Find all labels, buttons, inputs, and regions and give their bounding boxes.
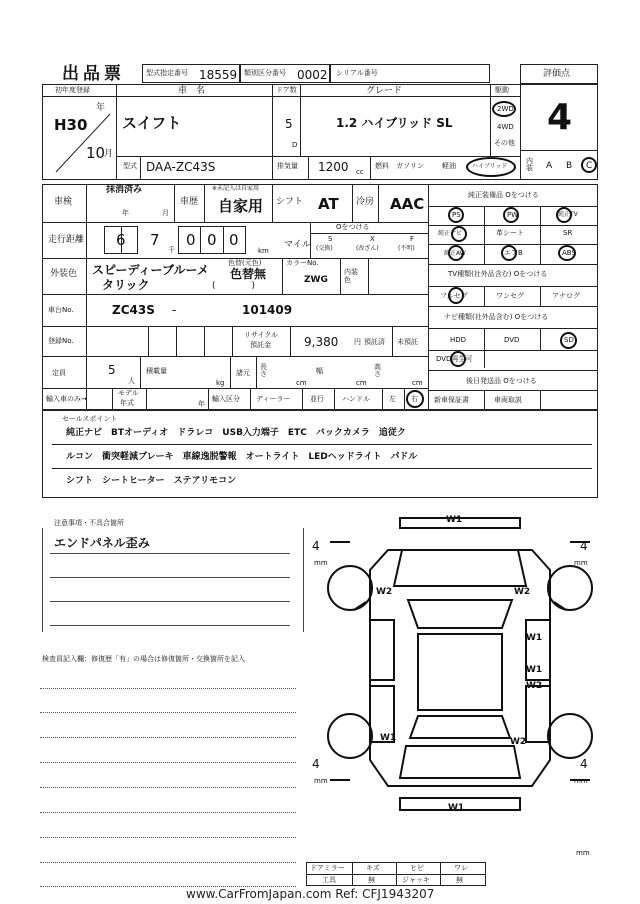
inspection-month-label: 月 xyxy=(162,209,169,217)
exterior-color-value-1: スピーディーブルーメ xyxy=(92,263,209,277)
chassis-number: 101409 xyxy=(242,303,293,317)
later-warranty: 新車保証書 xyxy=(434,396,469,404)
handle-label: ハンドル xyxy=(342,395,370,403)
grade-value: 1.2 ハイブリッド SL xyxy=(336,116,453,130)
handle-right: 右 xyxy=(411,395,418,403)
inspector-label: 検査員記入欄：修復歴「有」の場合は修復箇所・交換箇所を記入 xyxy=(42,655,245,663)
recycle-unit: 円 xyxy=(354,338,361,346)
chassis-dash: - xyxy=(172,303,177,317)
tv-oneseg: ワンセグ xyxy=(496,292,524,300)
equip-pw-circle xyxy=(503,207,519,223)
form-title: 出品票 xyxy=(62,64,125,84)
unknown-top: F xyxy=(410,235,415,243)
tread-front-left-mm: mm xyxy=(314,559,328,567)
model-designation-value: 18559 xyxy=(199,68,238,82)
equip-abs: ABS xyxy=(562,249,576,257)
model-designation-box xyxy=(142,64,240,83)
cc-unit: cc xyxy=(356,168,364,176)
load-label: 積載量 xyxy=(146,367,167,375)
km-unit: km xyxy=(258,247,269,255)
tv-fullseg-circle xyxy=(448,287,464,304)
first-reg-label: 初年度登録 xyxy=(55,86,90,94)
circle-note: Oをつける xyxy=(336,223,370,231)
tampered-top: X xyxy=(370,235,375,243)
legend-cell-1: 無 xyxy=(368,876,375,884)
length-cm: cm xyxy=(296,379,307,387)
legend-header-3: ワレ xyxy=(454,864,468,872)
date-slash xyxy=(52,110,112,176)
color-no-value: ZWG xyxy=(304,275,328,285)
navi-sd-circle xyxy=(560,332,577,349)
handle-right-circle xyxy=(406,390,424,408)
equip-abs-circle xyxy=(558,245,576,261)
unknown-bottom: (不明) xyxy=(398,245,415,252)
category-box xyxy=(240,64,330,83)
exchange-bottom: (交換) xyxy=(316,245,333,252)
category-label: 類別区分番号 xyxy=(244,69,286,77)
sales-points-line-1: 純正ナビ BTオーディオ ドラレコ USB入力端子 ETC バックカメラ 追従ク xyxy=(66,428,406,438)
capacity-value: 5 xyxy=(108,363,116,377)
later-manual: 車両取説 xyxy=(494,396,522,404)
later-title: 後日発送品 Oをつける xyxy=(466,377,537,385)
fuel-hybrid: ハイブリッド xyxy=(472,163,508,170)
history-note: ※未記入は自家用 xyxy=(212,185,260,192)
import-class-label: 輸入区分 xyxy=(212,395,240,403)
history-value: 自家用 xyxy=(218,197,264,215)
interior-grade-c: C xyxy=(586,161,593,171)
fuel-diesel: 軽油 xyxy=(442,162,456,170)
mileage-digit-5: 0 xyxy=(229,231,239,249)
serial-label: シリアル番号 xyxy=(336,69,378,77)
drive-label: 駆動 xyxy=(495,86,509,94)
notes-label: 注意事項・不具合箇所 xyxy=(54,519,124,527)
tread-front-left: 4 xyxy=(312,539,320,553)
car-name-value: スイフト xyxy=(122,114,182,132)
recycle-unpaid: 未預託 xyxy=(397,338,418,346)
navi-dvd: DVD xyxy=(504,336,520,344)
equipment-title: 純正装備品 Oをつける xyxy=(468,191,539,199)
dvd-playback: DVD再生可 xyxy=(436,355,473,363)
doors-label: ドア数 xyxy=(276,86,297,94)
mark-front-bumper: W1 xyxy=(446,515,463,525)
fuel-gasoline: ガソリン xyxy=(396,162,424,170)
equip-navi-circle xyxy=(451,226,467,242)
tv-analog: アナログ xyxy=(552,292,580,300)
drive-2wd: 2WD xyxy=(497,105,514,113)
width-cm: cm xyxy=(356,379,367,387)
mile-label: マイル xyxy=(284,240,311,250)
grade-label: グレード xyxy=(366,86,403,96)
shift-value: AT xyxy=(318,195,339,213)
equip-aw-circle xyxy=(448,245,464,261)
load-kg: kg xyxy=(216,379,225,387)
equip-ps: PS xyxy=(452,211,461,219)
equip-ps-circle xyxy=(448,207,464,223)
first-reg-year: H30 xyxy=(54,116,88,134)
sales-points-line-2: ルコン 衝突軽減ブレーキ 車線逸脱警報 オートライト LEDヘッドライト パドル xyxy=(66,452,418,462)
ac-value: AAC xyxy=(390,195,425,213)
height-cm: cm xyxy=(412,379,423,387)
exterior-color-label: 外装色 xyxy=(50,269,78,279)
mark-right-rear: W2 xyxy=(510,737,527,747)
tv-fullseg: フルセグ xyxy=(440,292,468,300)
chassis-prefix: ZC43S xyxy=(112,303,155,317)
tread-rear-right-mm: mm xyxy=(574,777,588,785)
mileage-digit-1: 6 xyxy=(116,231,126,249)
drive-other: その他 xyxy=(494,139,515,147)
type-label: 型式 xyxy=(123,162,137,170)
recycle-paid: 預託済 xyxy=(364,338,385,346)
mark-right-door-1: W1 xyxy=(526,633,543,643)
repaint-paren: ( ) xyxy=(212,281,256,291)
fuel-label: 燃料 xyxy=(375,162,389,170)
month-suffix: 月 xyxy=(104,149,114,159)
height-label: 高さ xyxy=(374,363,381,378)
inspection-year-label: 年 xyxy=(122,209,129,217)
displacement-value: 1200 xyxy=(318,160,349,174)
reg-label: 登録No. xyxy=(48,337,74,345)
mark-left-rear: W1 xyxy=(380,733,397,743)
interior-grade-b: B xyxy=(566,161,573,171)
shift-label: シフト xyxy=(276,197,304,207)
import-parallel: 並行 xyxy=(310,395,324,403)
model-year-label-2: 年式 xyxy=(120,399,134,407)
tread-rear-left-mm: mm xyxy=(314,777,328,785)
capacity-unit: 人 xyxy=(128,377,135,385)
equip-leather: 革シート xyxy=(496,229,524,237)
interior-color-label: 内装色 xyxy=(344,268,358,285)
type-value: DAA-ZC43S xyxy=(146,160,216,174)
equip-sr: SR xyxy=(563,229,573,237)
equip-airbag: エアB xyxy=(504,249,523,257)
legend-cell-3: 無 xyxy=(456,876,463,884)
inspection-label: 車検 xyxy=(54,197,73,207)
inspection-value: 抹消済み xyxy=(106,185,143,195)
legend-header-2: ヒビ xyxy=(410,864,424,872)
car-name-label: 車 名 xyxy=(178,86,206,96)
tread-rear-right: 4 xyxy=(580,757,588,771)
import-year-suffix: 年 xyxy=(198,400,205,408)
mileage-label: 走行距離 xyxy=(48,235,85,245)
sales-points-label: セールスポイント xyxy=(62,415,118,423)
dims-label: 諸元 xyxy=(236,369,250,377)
import-dealer: ディーラー xyxy=(256,395,291,403)
watermark: www.CarFromJapan.com Ref: CFJ1943207 xyxy=(186,887,435,901)
first-reg-month: 10 xyxy=(86,144,106,162)
tread-front-right-mm: mm xyxy=(574,559,588,567)
year-suffix: 年 xyxy=(96,103,106,113)
interior-selected-circle xyxy=(581,157,597,173)
handle-left: 左 xyxy=(389,395,396,403)
tread-rear-left: 4 xyxy=(312,757,320,771)
tv-title: TV種類(社外品含む) Oをつける xyxy=(448,270,548,278)
repaint-value: 色替無 xyxy=(230,267,267,281)
interior-grade-label: 内装 xyxy=(526,157,533,172)
import-label: 輸入車のみ→ xyxy=(46,395,87,403)
navi-sd: SD xyxy=(564,336,574,344)
equip-pw: PW xyxy=(507,211,519,219)
width-label: 幅 xyxy=(316,367,323,375)
legend-cell-2: ジャッキ xyxy=(402,876,430,884)
mark-right-front: W2 xyxy=(514,587,531,597)
doors-value: 5 xyxy=(285,117,293,131)
rating-header xyxy=(520,64,598,84)
mark-right-door-2: W1 xyxy=(526,665,543,675)
equip-navi: 純正ナビ xyxy=(438,230,463,237)
mark-right-door-3: W2 xyxy=(526,681,543,691)
serial-box xyxy=(330,64,490,83)
interior-grade-a: A xyxy=(546,161,553,171)
legend-cell-0: 工具 xyxy=(322,876,336,884)
displacement-label: 排気量 xyxy=(277,162,298,170)
notes-line-1: エンドパネル歪み xyxy=(54,536,150,550)
tampered-bottom: (改ざん) xyxy=(356,245,379,252)
ac-label: 冷房 xyxy=(356,197,375,207)
mark-left-front: W2 xyxy=(376,587,393,597)
tread-front-right: 4 xyxy=(580,539,588,553)
chassis-label: 車台No. xyxy=(48,306,74,314)
dvd-playback-circle xyxy=(450,351,466,367)
spare-mm: mm xyxy=(576,849,590,857)
legend-header-0: ドアミラー xyxy=(310,864,345,872)
exchange-top: S xyxy=(328,235,333,243)
model-year-label-1: モデル xyxy=(118,389,139,397)
legend-header-1: キズ xyxy=(366,864,380,872)
mileage-digit-4: 0 xyxy=(207,231,217,249)
recycle-label-2: 預託金 xyxy=(250,341,271,349)
capacity-label: 定員 xyxy=(52,369,66,377)
navi-title: ナビ種類(社外品含む) Oをつける xyxy=(444,313,549,321)
fuel-selected-circle xyxy=(466,157,516,177)
navi-hdd: HDD xyxy=(450,336,467,344)
mileage-digit-3: 0 xyxy=(186,231,196,249)
model-designation-label: 型式指定番号 xyxy=(146,69,188,77)
mark-rear-bumper: W1 xyxy=(448,803,465,813)
category-value: 0002 xyxy=(297,68,328,82)
door-suffix: D xyxy=(292,141,298,149)
rating-label: 評価点 xyxy=(543,69,571,79)
recycle-value: 9,380 xyxy=(304,335,339,349)
drive-4wd: 4WD xyxy=(497,123,514,131)
drive-selected-circle xyxy=(492,101,516,117)
recycle-label-1: リサイクル xyxy=(244,331,279,339)
color-no-label: カラーNo. xyxy=(286,259,319,267)
history-label: 車歴 xyxy=(180,197,199,207)
equip-airbag-circle xyxy=(501,245,517,261)
sales-points-line-3: シフト シートヒーター ステアリモコン xyxy=(66,476,237,486)
thousand-unit: 千 xyxy=(168,246,175,254)
equip-aw: 純正AW xyxy=(444,250,466,257)
exterior-color-value-2: タリック xyxy=(102,278,150,292)
equip-tv-circle xyxy=(556,207,572,223)
mileage-digit-2: 7 xyxy=(150,231,160,249)
rating-value: 4 xyxy=(547,97,573,138)
equip-tv: 純正TV xyxy=(558,211,578,218)
length-label: 長さ xyxy=(260,363,267,378)
car-damage-diagram xyxy=(310,510,610,830)
repaint-label: 色替(元色) xyxy=(228,259,262,267)
